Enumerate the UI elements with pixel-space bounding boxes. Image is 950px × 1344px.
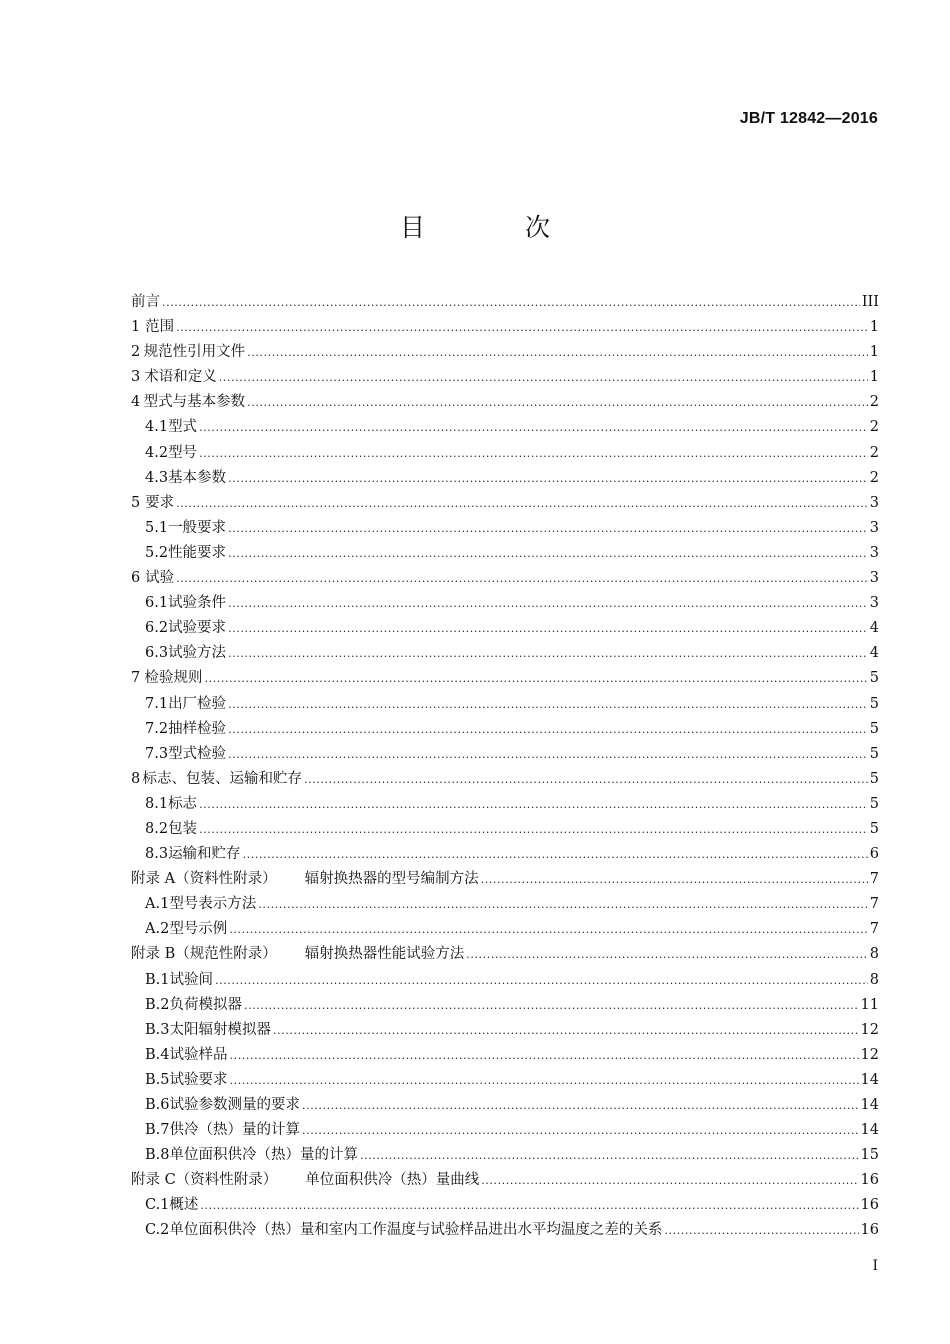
- toc-entry-label: 标志、包装、运输和贮存: [142, 770, 302, 787]
- toc-entry-number: A.2: [145, 921, 170, 938]
- toc-entry-page: 2: [869, 419, 879, 436]
- toc-entry-label: 单位面积供冷（热）量的计算: [169, 1147, 358, 1164]
- toc-leader-dots: [199, 415, 868, 440]
- toc-entry[interactable]: [131, 942, 879, 967]
- toc-entry-label: 单位面积供冷（热）量和室内工作温度与试验样品进出水平均温度之差的关系: [169, 1222, 663, 1239]
- toc-entry-label: 型式与基本参数: [143, 394, 246, 411]
- toc-entry[interactable]: [131, 1018, 879, 1043]
- page-title: 目 次: [400, 213, 596, 242]
- toc-entry[interactable]: [131, 365, 879, 390]
- toc-entry[interactable]: [131, 867, 879, 892]
- toc-entry-page: 3: [869, 494, 879, 511]
- toc-entry-number: C.2: [145, 1222, 170, 1239]
- toc-entry-label: 要求: [145, 494, 175, 511]
- toc-entry-label: 概述: [169, 1197, 199, 1214]
- toc-entry-number: B.2: [145, 996, 170, 1013]
- toc-leader-dots: [228, 641, 868, 666]
- toc-entry-number: 8: [131, 770, 141, 787]
- toc-leader-dots: [228, 616, 868, 641]
- toc-entry-label: 范围: [145, 319, 175, 336]
- toc-entry[interactable]: [131, 1043, 879, 1068]
- toc-entry[interactable]: [131, 1143, 879, 1168]
- toc-leader-dots: [230, 1068, 859, 1093]
- toc-entry-number: 4.2: [145, 444, 169, 461]
- toc-leader-dots: [360, 1143, 859, 1168]
- toc-entry-number: 6.3: [145, 645, 169, 662]
- toc-entry-label: 运输和贮存: [168, 846, 241, 863]
- toc-entry-number: B.3: [145, 1021, 170, 1038]
- toc-entry-page: 5: [869, 670, 879, 687]
- toc-entry-page: 2: [869, 444, 879, 461]
- toc-entry-label: 基本参数: [168, 469, 227, 486]
- toc-entry-page: 5: [869, 795, 879, 812]
- toc-entry[interactable]: [131, 767, 879, 792]
- toc-leader-dots: [230, 1043, 859, 1068]
- toc-entry-number: 1: [131, 319, 141, 336]
- toc-entry[interactable]: [131, 842, 879, 867]
- toc-leader-dots: [304, 767, 868, 792]
- toc-leader-dots: [481, 867, 868, 892]
- toc-entry[interactable]: [131, 491, 879, 516]
- toc-entry-label: 型号表示方法: [169, 896, 257, 913]
- toc-leader-dots: [176, 566, 868, 591]
- toc-entry-page: 16: [860, 1197, 879, 1214]
- toc-entry[interactable]: [131, 390, 879, 415]
- toc-entry[interactable]: [131, 415, 879, 440]
- toc-leader-dots: [228, 591, 868, 616]
- toc-leader-dots: [228, 541, 868, 566]
- toc-entry-number: B.1: [145, 971, 170, 988]
- toc-entry-label: 试验参数测量的要求: [169, 1097, 300, 1113]
- toc-entry-page: 5: [869, 695, 879, 712]
- toc-entry-label: 太阳辐射模拟器: [169, 1021, 271, 1038]
- toc-entry[interactable]: [131, 1068, 879, 1093]
- toc-entry-page: 1: [869, 369, 879, 386]
- toc-entry-page: 8: [869, 971, 879, 988]
- toc-entry-number: B.7: [145, 1122, 170, 1139]
- toc-entry-number: 7: [131, 670, 141, 687]
- toc-entry-label: 型式: [168, 419, 198, 436]
- toc-entry-label: 抽样检验: [168, 720, 227, 737]
- toc-entry-page: 3: [869, 544, 879, 561]
- toc-entry-page: 16: [860, 1222, 879, 1239]
- toc-entry-label: 出厂检验: [168, 695, 227, 712]
- toc-leader-dots: [228, 516, 868, 541]
- toc-entry-number: B.5: [145, 1071, 170, 1088]
- toc-leader-dots: [228, 717, 868, 742]
- toc-entry-label: 标志: [168, 795, 198, 812]
- toc-entry-number: 5: [131, 494, 141, 511]
- toc-entry[interactable]: [131, 892, 879, 917]
- toc-entry[interactable]: [131, 616, 879, 641]
- toc-entry-label: 试验要求: [168, 620, 227, 637]
- toc-entry-number: B.6: [145, 1097, 170, 1113]
- toc-entry-label: 试验方法: [168, 645, 227, 662]
- toc-entry-label: 前言: [131, 294, 160, 310]
- toc-entry-page: 1: [869, 319, 879, 336]
- toc-entry[interactable]: [131, 968, 879, 993]
- toc-entry-number: 8.1: [145, 795, 169, 812]
- toc-entry-page: 2: [869, 469, 879, 486]
- toc-entry[interactable]: [131, 466, 879, 491]
- toc-entry-number: 6.2: [145, 620, 169, 637]
- toc-entry[interactable]: [131, 516, 879, 541]
- toc-entry-page: 5: [869, 745, 879, 762]
- toc-leader-dots: [481, 1168, 858, 1193]
- toc-entry-number: A.1: [145, 896, 170, 913]
- toc-entry[interactable]: [131, 641, 879, 666]
- toc-entry[interactable]: [131, 340, 879, 365]
- toc-entry-number: 附录 B（规范性附录）: [131, 946, 277, 963]
- toc-entry-label: 单位面积供冷（热）量曲线: [305, 1172, 480, 1189]
- toc-entry[interactable]: [131, 993, 879, 1018]
- toc-entry-number: 3: [131, 369, 141, 386]
- toc-entry-label: 检验规则: [144, 670, 203, 687]
- toc-leader-dots: [162, 290, 860, 315]
- toc-entry-number: 附录 C（资料性附录）: [131, 1172, 278, 1189]
- toc-entry-page: 5: [869, 770, 879, 787]
- toc-entry-page: 5: [869, 720, 879, 737]
- toc-entry[interactable]: [131, 541, 879, 566]
- toc-entry[interactable]: [131, 792, 879, 817]
- toc-leader-dots: [258, 892, 867, 917]
- toc-entry-page: 4: [869, 620, 879, 637]
- toc-entry[interactable]: [131, 591, 879, 616]
- toc-entry-label: 型号: [168, 444, 198, 461]
- toc-entry-page: 7: [869, 896, 879, 913]
- toc-entry-page: 2: [869, 394, 879, 411]
- toc-entry[interactable]: [131, 315, 879, 340]
- toc-leader-dots: [228, 742, 868, 767]
- toc-leader-dots: [243, 842, 868, 867]
- toc-leader-dots: [273, 1018, 859, 1043]
- table-of-contents: [131, 290, 879, 1244]
- toc-entry-number: 4.3: [145, 469, 169, 486]
- toc-entry-label: 试验间: [169, 971, 213, 988]
- toc-entry-label: 型式检验: [168, 745, 227, 762]
- toc-entry-number: 4: [131, 394, 141, 411]
- toc-entry[interactable]: [131, 717, 879, 742]
- toc-leader-dots: [247, 340, 868, 365]
- toc-entry-number: 5.1: [145, 519, 169, 536]
- toc-leader-dots: [302, 1118, 859, 1143]
- toc-leader-dots: [205, 666, 868, 691]
- toc-entry-page: 8: [869, 946, 879, 963]
- toc-entry-label: 一般要求: [168, 519, 227, 536]
- toc-entry-page: 7: [869, 921, 879, 938]
- toc-entry-label: 试验样品: [169, 1046, 228, 1063]
- toc-entry-page: 14: [860, 1071, 879, 1088]
- toc-entry[interactable]: [131, 1118, 879, 1143]
- toc-entry-number: 2: [131, 344, 141, 361]
- toc-leader-dots: [200, 1193, 858, 1218]
- toc-entry[interactable]: [131, 917, 879, 942]
- toc-entry-page: 5: [869, 820, 879, 837]
- toc-leader-dots: [176, 491, 868, 516]
- toc-leader-dots: [229, 917, 867, 942]
- toc-entry[interactable]: [131, 817, 879, 842]
- toc-leader-dots: [219, 365, 868, 390]
- toc-entry-number: 5.2: [145, 544, 169, 561]
- toc-leader-dots: [199, 792, 868, 817]
- toc-leader-dots: [228, 466, 868, 491]
- toc-entry-number: 7.1: [145, 695, 169, 712]
- toc-leader-dots: [228, 692, 868, 717]
- toc-entry-page: 14: [860, 1097, 879, 1113]
- toc-entry-page: 7: [869, 871, 879, 888]
- toc-entry-label: 试验: [145, 570, 175, 587]
- toc-entry[interactable]: [131, 692, 879, 717]
- toc-entry-page: 15: [860, 1147, 879, 1164]
- toc-entry-number: 6: [131, 570, 141, 587]
- toc-leader-dots: [244, 993, 859, 1018]
- toc-entry-page: 3: [869, 570, 879, 587]
- toc-entry-number: C.1: [145, 1197, 170, 1214]
- toc-leader-dots: [247, 390, 868, 415]
- toc-entry[interactable]: [131, 666, 879, 691]
- toc-entry[interactable]: [131, 1193, 879, 1218]
- toc-entry-number: 8.2: [145, 820, 169, 837]
- toc-entry-number: 7.3: [145, 745, 169, 762]
- toc-entry[interactable]: [131, 566, 879, 591]
- toc-entry-number: 附录 A（资料性附录）: [131, 871, 277, 888]
- toc-entry-page: 1: [869, 344, 879, 361]
- toc-entry-label: 包装: [168, 820, 198, 837]
- standard-code: JB/T 12842—2016: [739, 110, 878, 127]
- toc-entry-label: 试验要求: [169, 1071, 228, 1088]
- toc-entry-page: 16: [860, 1172, 879, 1189]
- toc-leader-dots: [199, 441, 868, 466]
- toc-entry-page: 3: [869, 595, 879, 612]
- toc-entry-label: 型号示例: [169, 921, 228, 938]
- toc-entry-label: 术语和定义: [144, 369, 217, 386]
- toc-entry[interactable]: [131, 742, 879, 767]
- toc-entry-number: 7.2: [145, 720, 169, 737]
- toc-leader-dots: [302, 1093, 859, 1118]
- toc-entry-page: 6: [869, 846, 879, 863]
- toc-entry-label: 负荷模拟器: [169, 996, 242, 1013]
- toc-entry-page: 12: [860, 1021, 879, 1038]
- toc-leader-dots: [664, 1218, 858, 1243]
- toc-entry-page: 14: [860, 1122, 879, 1139]
- toc-entry-page: III: [861, 294, 879, 310]
- toc-entry-number: B.4: [145, 1046, 170, 1063]
- toc-entry-number: 8.3: [145, 846, 169, 863]
- page-number: I: [872, 1258, 878, 1274]
- toc-entry-number: B.8: [145, 1147, 170, 1164]
- toc-entry-label: 供冷（热）量的计算: [169, 1122, 300, 1139]
- toc-entry[interactable]: [131, 1168, 879, 1193]
- toc-leader-dots: [199, 817, 868, 842]
- toc-leader-dots: [176, 315, 868, 340]
- toc-entry-label: 辐射换热器的型号编制方法: [304, 871, 479, 888]
- toc-leader-dots: [466, 942, 868, 967]
- toc-entry-page: 4: [869, 645, 879, 662]
- toc-entry-label: 性能要求: [168, 544, 227, 561]
- toc-entry[interactable]: [131, 290, 879, 315]
- toc-entry-number: 4.1: [145, 419, 169, 436]
- toc-entry-label: 试验条件: [168, 595, 227, 612]
- toc-leader-dots: [215, 968, 868, 993]
- toc-entry-label: 辐射换热器性能试验方法: [304, 946, 465, 963]
- toc-entry-number: 6.1: [145, 595, 169, 612]
- toc-entry[interactable]: [131, 441, 879, 466]
- toc-entry-page: 11: [860, 996, 879, 1013]
- toc-entry-page: 12: [860, 1046, 879, 1063]
- toc-entry[interactable]: [131, 1093, 879, 1118]
- toc-entry-label: 规范性引用文件: [143, 344, 246, 361]
- toc-entry-page: 3: [869, 519, 879, 536]
- toc-entry[interactable]: [131, 1218, 879, 1243]
